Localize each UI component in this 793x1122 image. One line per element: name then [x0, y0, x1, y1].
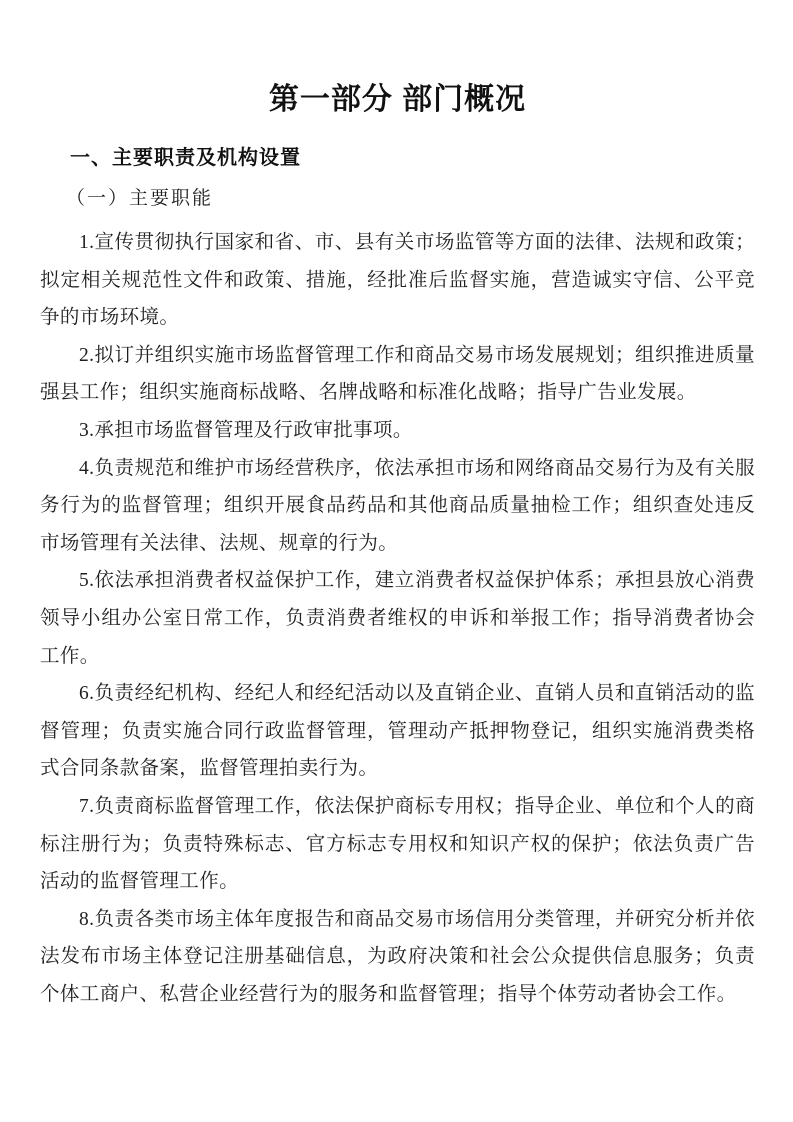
page-title: 第一部分 部门概况 — [268, 83, 527, 116]
paragraph-8: 8.负责各类市场主体年度报告和商品交易市场信用分类管理，并研究分析并依法发布市场主体登记注册基础信息，为政府决策和社会公众提供信息服务；负责个体工商户、私营企业经营行为的服务和监督管理；指导个体劳动者协会工作。 — [40, 908, 755, 1005]
paragraph-3: 3.承担市场监督管理及行政审批事项。 — [79, 419, 413, 441]
paragraph-7: 7.负责商标监督管理工作，依法保护商标专用权；指导企业、单位和个人的商标注册行为；负责特殊标志、官方标志专用权和知识产权的保护；依法负责广告活动的监督管理工作。 — [40, 795, 755, 893]
paragraph-4: 4.负责规范和维护市场经营秩序，依法承担市场和网络商品交易行为及有关服务行为的监督管理；组织开展食品药品和其他商品质量抽检工作；组织查处违反市场管理有关法律、法规、规章的行为。 — [40, 457, 755, 554]
paragraph-6: 6.负责经纪机构、经纪人和经纪活动以及直销企业、直销人员和直销活动的监督管理；负责实施合同行政监督管理，管理动产抵押物登记，组织实施消费类格式合同条款备案，监督管理拍卖行为。 — [40, 683, 755, 780]
subsection-heading-main-functions: （一）主要职能 — [66, 188, 214, 209]
body-text — [40, 224, 755, 1013]
paragraph-1: 1.宣传贯彻执行国家和省、市、县有关市场监管等方面的法律、法规和政策；拟定相关规范性文件和政策、措施，经批准后监督实施，营造诚实守信、公平竞争的市场环境。 — [40, 232, 755, 329]
section-heading-main-duties: 一、主要职责及机构设置 — [70, 147, 301, 169]
paragraph-5: 5.依法承担消费者权益保护工作，建立消费者权益保护体系；承担县放心消费领导小组办公室日常工作，负责消费者维权的申诉和举报工作；指导消费者协会工作。 — [40, 570, 755, 667]
paragraph-2: 2.拟订并组织实施市场监督管理工作和商品交易市场发展规划；组织推进质量强县工作；组织实施商标战略、名牌战略和标准化战略；指导广告业发展。 — [40, 344, 755, 404]
